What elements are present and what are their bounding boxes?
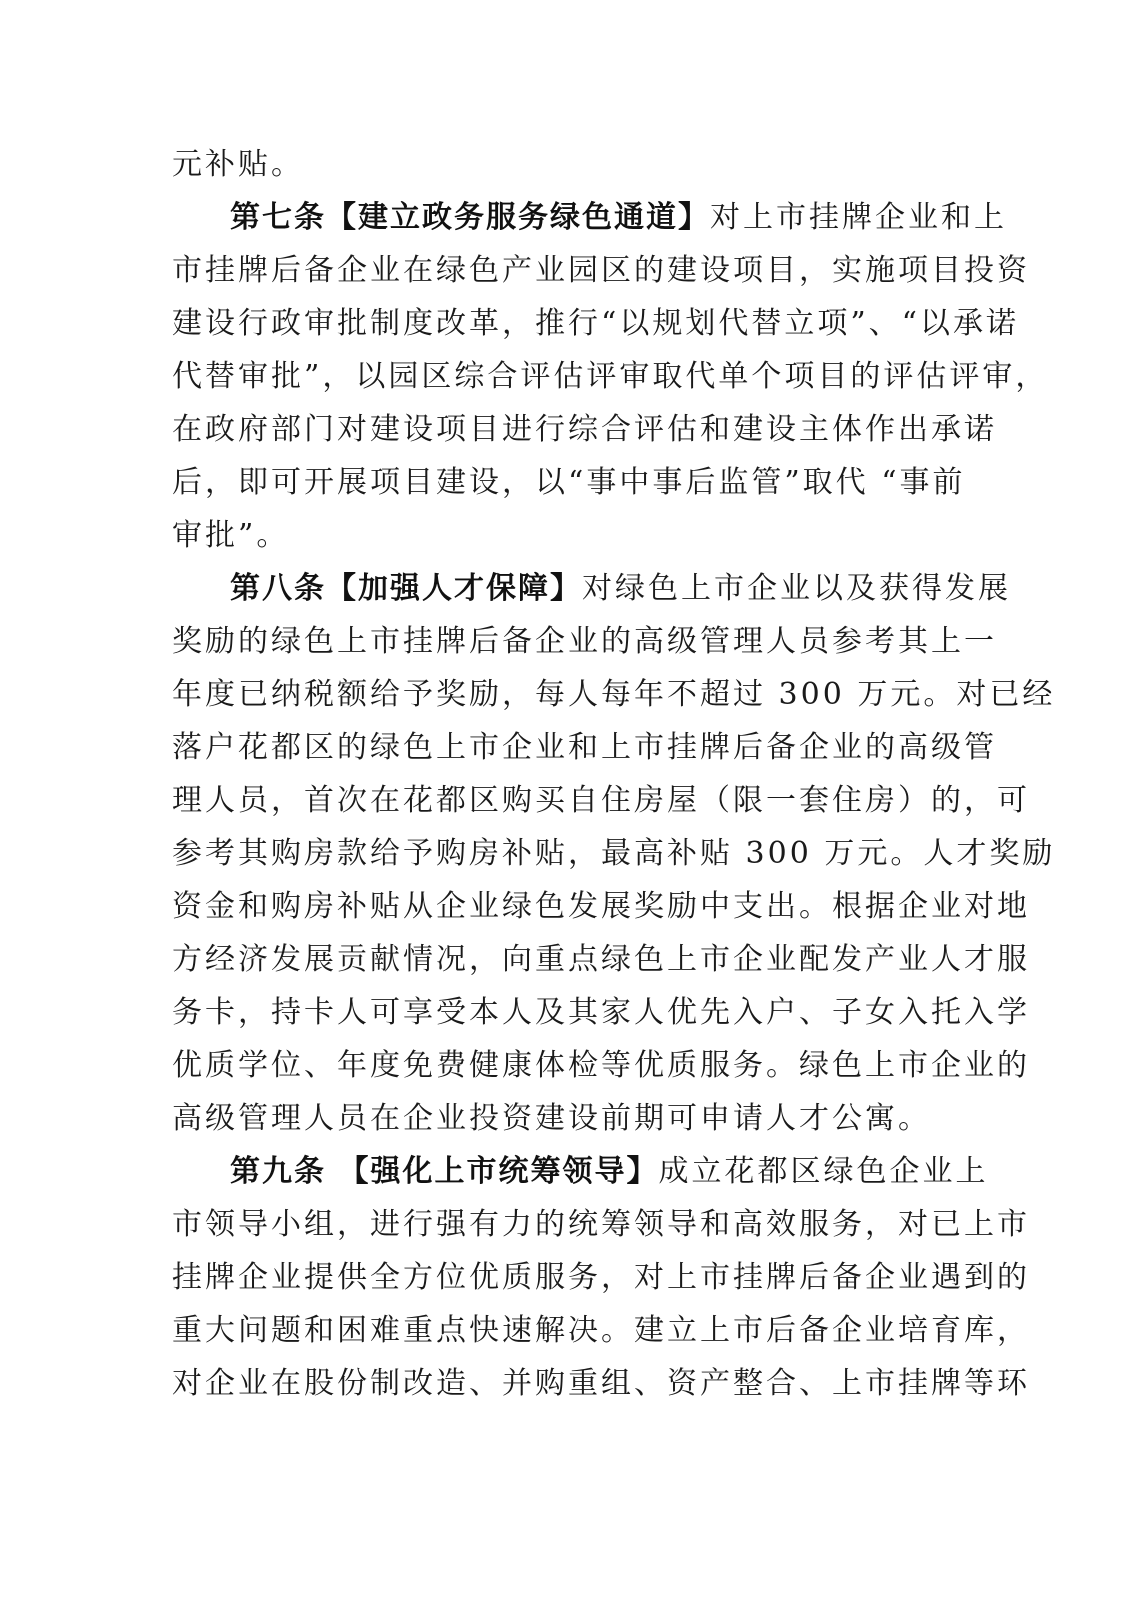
article-7-heading-line [172, 191, 1007, 244]
line-text: 市挂牌后备企业在绿色产业园区的建设项目，实施项目投资 [172, 253, 1030, 288]
line-text: 方经济发展贡献情况，向重点绿色上市企业配发产业人才服 [172, 942, 1030, 977]
text-line [172, 668, 1056, 721]
article-heading: 第七条【建立政务服务绿色通道】 [230, 200, 710, 235]
line-text: 重大问题和困难重点快速解决。建立上市后备企业培育库， [172, 1313, 1030, 1348]
article-heading: 第八条【加强人才保障】 [230, 571, 582, 606]
line-text: 理人员，首次在花都区购买自住房屋（限一套住房）的，可 [172, 783, 1030, 818]
article-heading: 第九条 【强化上市统筹领导】 [230, 1154, 659, 1189]
line-text: 资金和购房补贴从企业绿色发展奖励中支出。根据企业对地 [172, 889, 1030, 924]
line-text: 代替审批”，以园区综合评估评审取代单个项目的评估评审， [172, 359, 1049, 394]
line-text: 落户花都区的绿色上市企业和上市挂牌后备企业的高级管 [172, 730, 997, 765]
text-line [172, 297, 1020, 350]
line-text: 成立花都区绿色企业上 [658, 1154, 989, 1189]
text-line [172, 456, 972, 509]
line-text: 挂牌企业提供全方位优质服务，对上市挂牌后备企业遇到的 [172, 1260, 1030, 1295]
text-line [172, 986, 1030, 1039]
line-text: 奖励的绿色上市挂牌后备企业的高级管理人员参考其上一 [172, 624, 997, 659]
article-8-heading-line [172, 562, 1011, 615]
text-line [172, 615, 997, 668]
text-line [172, 1357, 1030, 1410]
text-line [172, 933, 1030, 986]
text-line [172, 1092, 972, 1145]
text-line [172, 1251, 1030, 1304]
text-line [172, 1039, 1030, 1092]
text-line [172, 509, 972, 562]
text-line [172, 827, 1056, 880]
text-line [172, 721, 997, 774]
text-line [172, 1304, 1030, 1357]
line-text: 在政府部门对建设项目进行综合评估和建设主体作出承诺 [172, 412, 997, 447]
document-body [172, 138, 1056, 1410]
line-text: 建设行政审批制度改革，推行“以规划代替立项”、“以承诺 [172, 306, 1020, 341]
text-line [172, 774, 1030, 827]
text-line [172, 403, 997, 456]
line-text: 参考其购房款给予购房补贴，最高补贴 300 万元。人才奖励 [172, 836, 1056, 871]
text-line [172, 244, 1030, 297]
line-text: 对企业在股份制改造、并购重组、资产整合、上市挂牌等环 [172, 1366, 1030, 1401]
line-text: 市领导小组，进行强有力的统筹领导和高效服务，对已上市 [172, 1207, 1030, 1242]
text-line [172, 1198, 1030, 1251]
line-text: 审批”。 [172, 518, 290, 553]
text-line [172, 350, 1049, 403]
line-text: 对上市挂牌企业和上 [710, 200, 1007, 235]
line-text: 年度已纳税额给予奖励，每人每年不超过 300 万元。对已经 [172, 677, 1056, 712]
line-text: 务卡，持卡人可享受本人及其家人优先入户、子女入托入学 [172, 995, 1030, 1030]
text-line [172, 880, 1030, 933]
line-text: 对绿色上市企业以及获得发展 [582, 571, 1011, 606]
article-9-heading-line [172, 1145, 989, 1198]
text-line [172, 138, 972, 191]
line-text: 优质学位、年度免费健康体检等优质服务。绿色上市企业的 [172, 1048, 1030, 1083]
line-text: 高级管理人员在企业投资建设前期可申请人才公寓。 [172, 1101, 931, 1136]
line-text: 后，即可开展项目建设，以“事中事后监管”取代 “事前 [172, 465, 966, 500]
line-text: 元补贴。 [172, 147, 304, 182]
